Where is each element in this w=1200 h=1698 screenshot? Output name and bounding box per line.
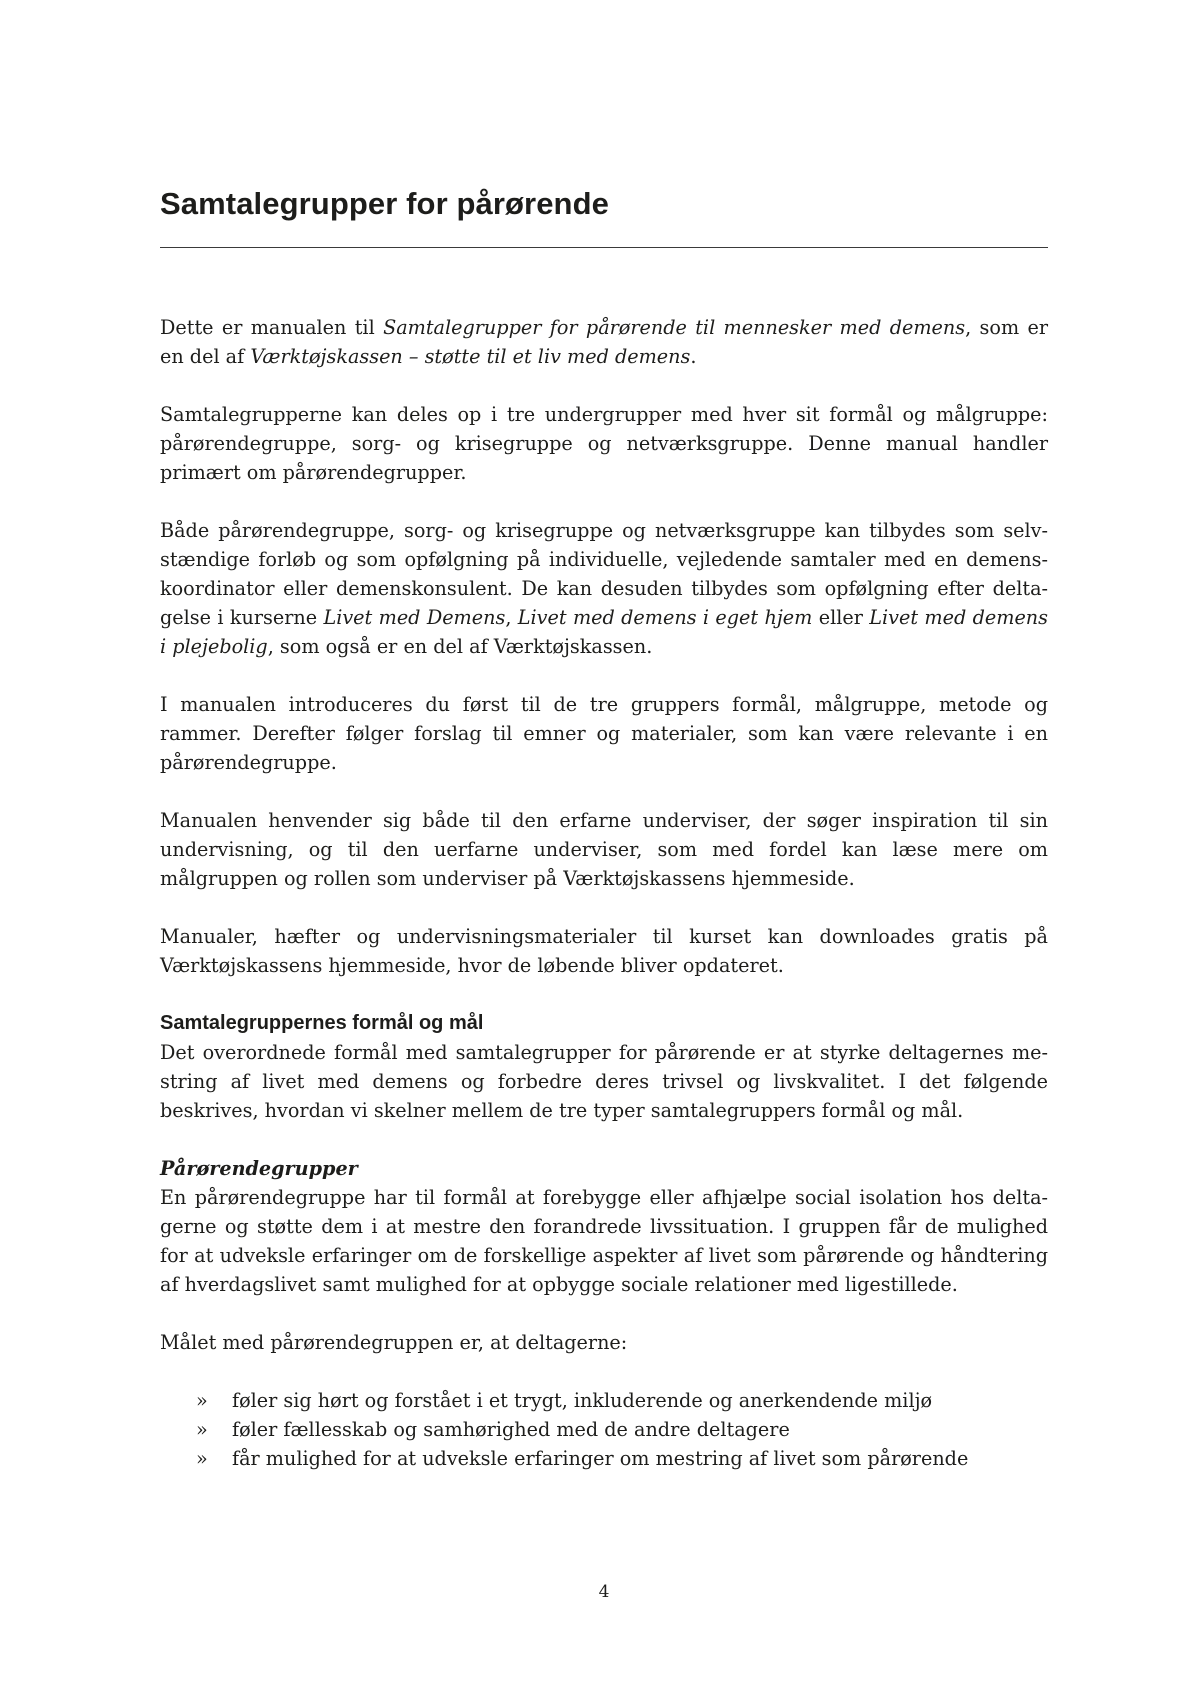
introduction-paragraph: I manualen introduceres du først til de tre gruppers formål, målgruppe, metode og rammer. Derefter følger forslag til emner og materialer, som kan være relevante i en pårørendegruppe. (160, 693, 1048, 774)
list-item-text: føler sig hørt og forstået i et trygt, inkluderende og anerkendende miljø (232, 1389, 933, 1412)
text-span: eller (812, 606, 870, 629)
subsection-paragraph: En pårørendegruppe har til formål at forebygge eller afhjælpe social isolation hos deltagerne og støtte dem i at mestre den forandrede livssituation. I gruppen får de mulighed for at udveksle erfaringer om de forskellige aspekter af livet som pårørende og håndtering af hverdagslivet samt mulighed for at opbygge sociale relationer med ligestillede. (160, 1186, 1048, 1296)
document-page (160, 0, 1048, 1698)
subsection-heading: Pårørendegrupper (160, 1157, 358, 1180)
list-item (196, 1444, 1048, 1473)
offering-paragraph (160, 516, 1048, 661)
bullet-mark: » (196, 1418, 208, 1441)
course-title-italic: Livet med demens i eget hjem (517, 606, 813, 629)
list-item-text: føler fællesskab og samhørighed med de andre deltagere (232, 1418, 790, 1441)
text-span: , som også er en del af Værktøjskassen. (267, 635, 653, 658)
text-span: , som er en del af (160, 316, 1049, 368)
course-title-italic: Livet med Demens (323, 606, 506, 629)
bullet-mark: » (196, 1447, 208, 1470)
bullet-mark: » (196, 1389, 208, 1412)
section-intro-paragraph: Det overordnede formål med samtalegrupper for pårørende er at styrke deltagernes mestring af livet med demens og forbedre deres trivsel og livskvalitet. I det følgende beskrives, hvordan vi skelner mellem de tre typer samtalegruppers formål og mål. (160, 1041, 1048, 1122)
list-item (196, 1386, 1048, 1415)
text-span: , (505, 606, 518, 629)
text-span: . (690, 345, 697, 368)
page-title: Samtalegrupper for pårørende (160, 186, 609, 221)
goal-bullet-list (160, 1386, 1048, 1473)
course-title-italic: Livet med demens i plejebolig (160, 606, 1049, 658)
intro-paragraph (160, 313, 1048, 371)
page-number: 4 (598, 1582, 610, 1602)
toolbox-title-italic: Værktøjskassen – støtte til et liv med demens (250, 345, 691, 368)
page-content (160, 313, 1048, 1473)
text-span: Dette er manualen til (160, 316, 384, 339)
list-item-text: får mulighed for at udveksle erfaringer om mestring af livet som pårørende (232, 1447, 969, 1470)
manual-title-italic: Samtalegrupper for pårørende til mennesker med demens (383, 316, 966, 339)
list-item (196, 1415, 1048, 1444)
goal-intro-paragraph: Målet med pårørendegruppen er, at deltagerne: (160, 1331, 628, 1354)
audience-paragraph: Manualen henvender sig både til den erfarne underviser, der søger inspiration til sin undervisning, og til den uerfarne underviser, som med fordel kan læse mere om målgruppen og rollen som underviser på Værktøjskassens hjemmeside. (160, 809, 1048, 890)
downloads-paragraph: Manualer, hæfter og undervisningsmaterialer til kurset kan downloades gratis på Værktøjskassens hjemmeside, hvor de løbende bliver opdateret. (160, 925, 1048, 977)
title-divider (160, 247, 1048, 248)
section-heading: Samtalegruppernes formål og mål (160, 1012, 484, 1034)
subgroups-paragraph: Samtalegrupperne kan deles op i tre undergrupper med hver sit formål og målgruppe: pårørendegruppe, sorg- og krisegruppe og netværksgruppe. Denne manual handler primært om pårørendegrupper. (160, 403, 1048, 484)
text-span: Både pårørendegruppe, sorg- og krisegruppe og netværksgruppe kan tilbydes som selvstændige forløb og som opfølgning på individuelle, vejledende samtaler med en demenskoordinator eller demenskonsulent. De kan desuden tilbydes som opfølgning efter deltagelse i kurserne (160, 519, 1048, 629)
